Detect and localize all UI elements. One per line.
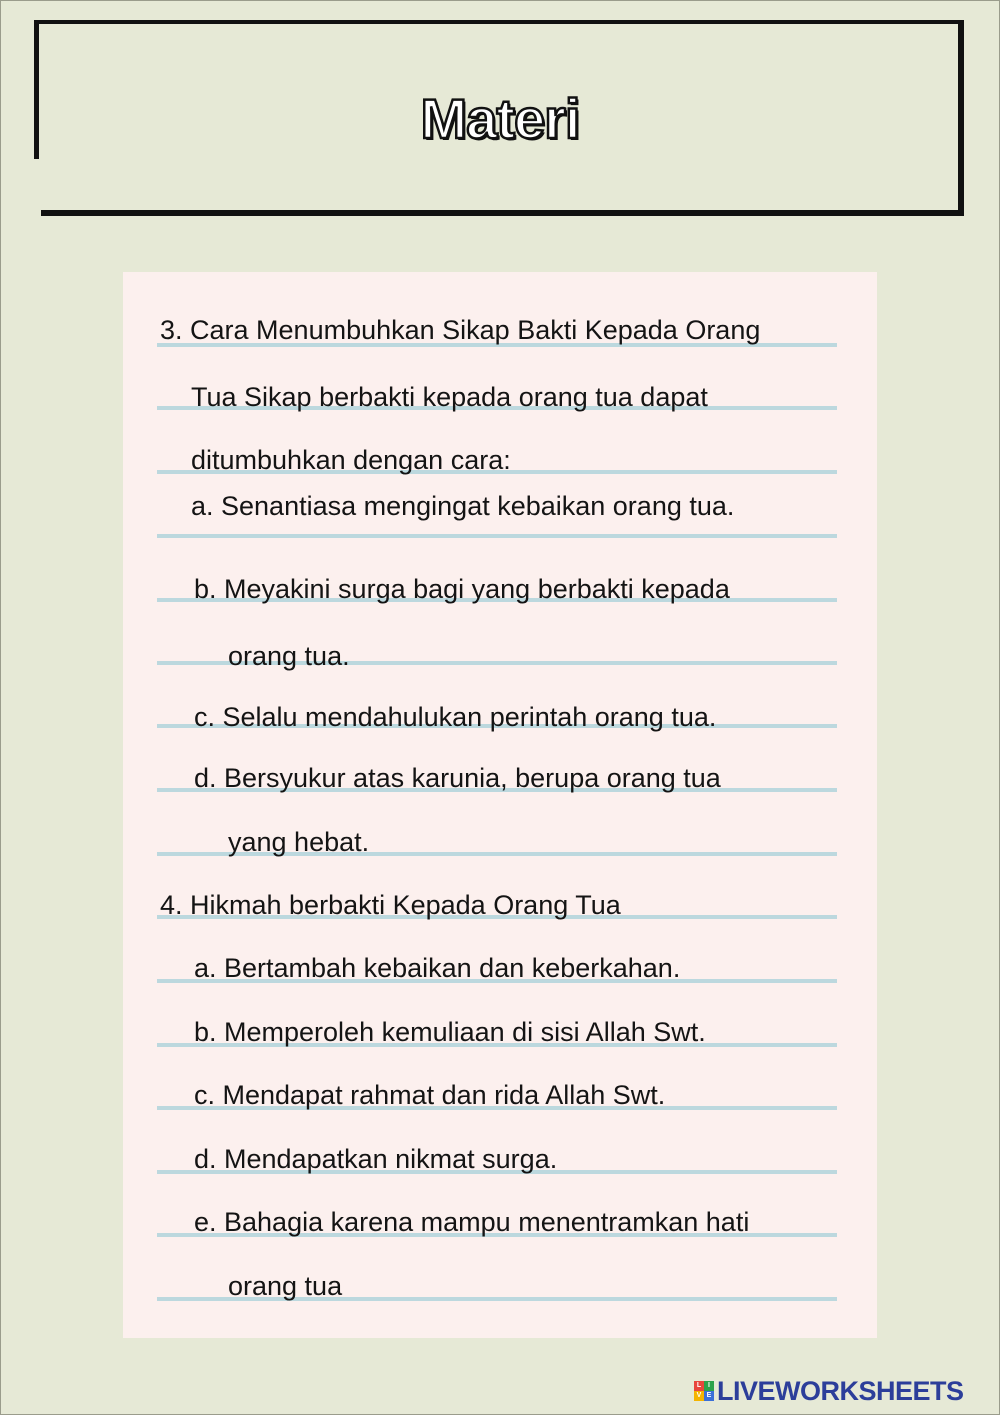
list-item: d. Mendapatkan nikmat surga.	[194, 1144, 558, 1174]
logo-mark-icon	[694, 1381, 714, 1401]
logo-mark-letter: I	[704, 1381, 714, 1391]
text-line: Tua Sikap berbakti kepada orang tua dapat	[191, 382, 708, 412]
list-item-continuation: orang tua	[228, 1271, 343, 1301]
list-item: a. Senantiasa mengingat kebaikan orang tua.	[191, 491, 735, 521]
list-item: d. Bersyukur atas karunia, berupa orang tua	[194, 763, 721, 793]
text-line: 3. Cara Menumbuhkan Sikap Bakti Kepada Orang	[160, 315, 761, 345]
frame-gap	[33, 159, 41, 229]
logo-mark-letter: V	[694, 1391, 704, 1401]
ruled-line	[157, 534, 837, 538]
list-item: c. Mendapat rahmat dan rida Allah Swt.	[194, 1080, 666, 1110]
list-item: e. Bahagia karena mampu menentramkan hati	[194, 1207, 750, 1237]
logo-mark-letter: L	[694, 1381, 704, 1391]
text-line: ditumbuhkan dengan cara:	[191, 445, 511, 475]
section-heading: 4. Hikmah berbakti Kepada Orang Tua	[160, 890, 621, 920]
list-item: c. Selalu mendahulukan perintah orang tua.	[194, 702, 717, 732]
list-item: b. Meyakini surga bagi yang berbakti kepada	[194, 574, 730, 604]
list-item: a. Bertambah kebaikan dan keberkahan.	[194, 953, 681, 983]
lined-paper	[123, 272, 877, 1338]
page-title: Materi	[420, 87, 580, 150]
liveworksheets-logo	[694, 1376, 964, 1406]
list-item: b. Memperoleh kemuliaan di sisi Allah Swt.	[194, 1017, 706, 1047]
logo-mark-letter: E	[704, 1391, 714, 1401]
list-item-continuation: yang hebat.	[228, 827, 370, 857]
logo-text: LIVEWORKSHEETS	[717, 1375, 964, 1406]
list-item-continuation: orang tua.	[228, 641, 350, 671]
